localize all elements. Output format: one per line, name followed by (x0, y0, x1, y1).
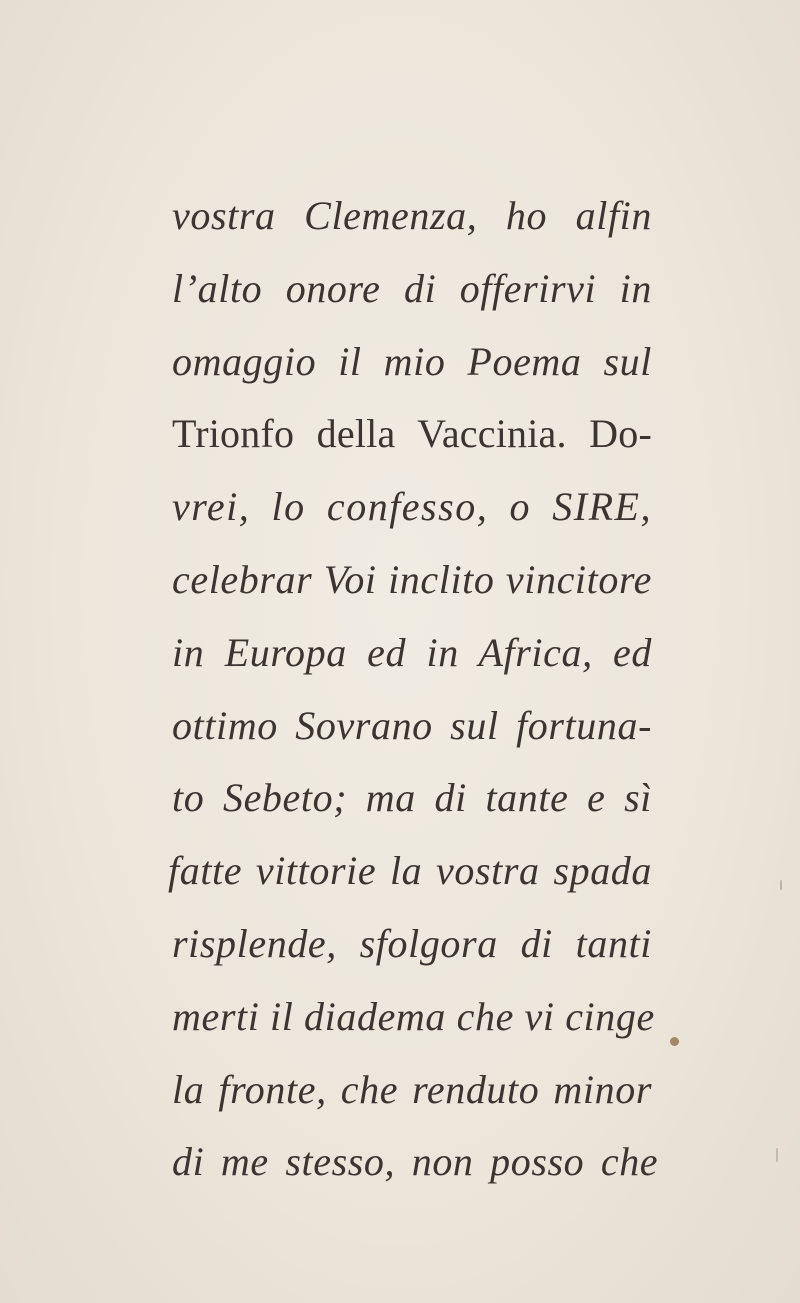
text-line-6: celebrar Voi inclito vincitore (172, 556, 652, 602)
paper-mark (258, 1160, 260, 1168)
text-line-7: in Europa ed in Africa, ed (172, 629, 652, 675)
text-line-2: l’alto onore di offerirvi in (172, 265, 652, 311)
text-line-1: vostra Clemenza, ho alfin (172, 193, 652, 238)
text-line-5: vrei, lo confesso, o SIRE, (172, 484, 652, 530)
page-text (168, 180, 659, 1199)
paper-mark (780, 880, 782, 890)
text-line-14: di me stesso, non posso che (172, 1139, 659, 1185)
text-line-12: merti il diadema che vi cinge (172, 993, 655, 1039)
text-line-9: to Sebeto; ma di tante e sì (172, 775, 652, 821)
text-line-3: omaggio il mio Poema sul (172, 338, 652, 384)
text-line-11: risplende, sfolgora di tanti (172, 920, 652, 966)
text-line-8: ottimo Sovrano sul fortuna- (172, 702, 652, 748)
ink-spot (670, 1037, 679, 1046)
text-line-10: fatte vittorie la vostra spada (168, 848, 652, 894)
text-line-13: la fronte, che renduto minor (172, 1066, 652, 1112)
text-line-4: Trionfo della Vaccinia. Do- (172, 411, 652, 457)
paper-mark (776, 1148, 778, 1162)
